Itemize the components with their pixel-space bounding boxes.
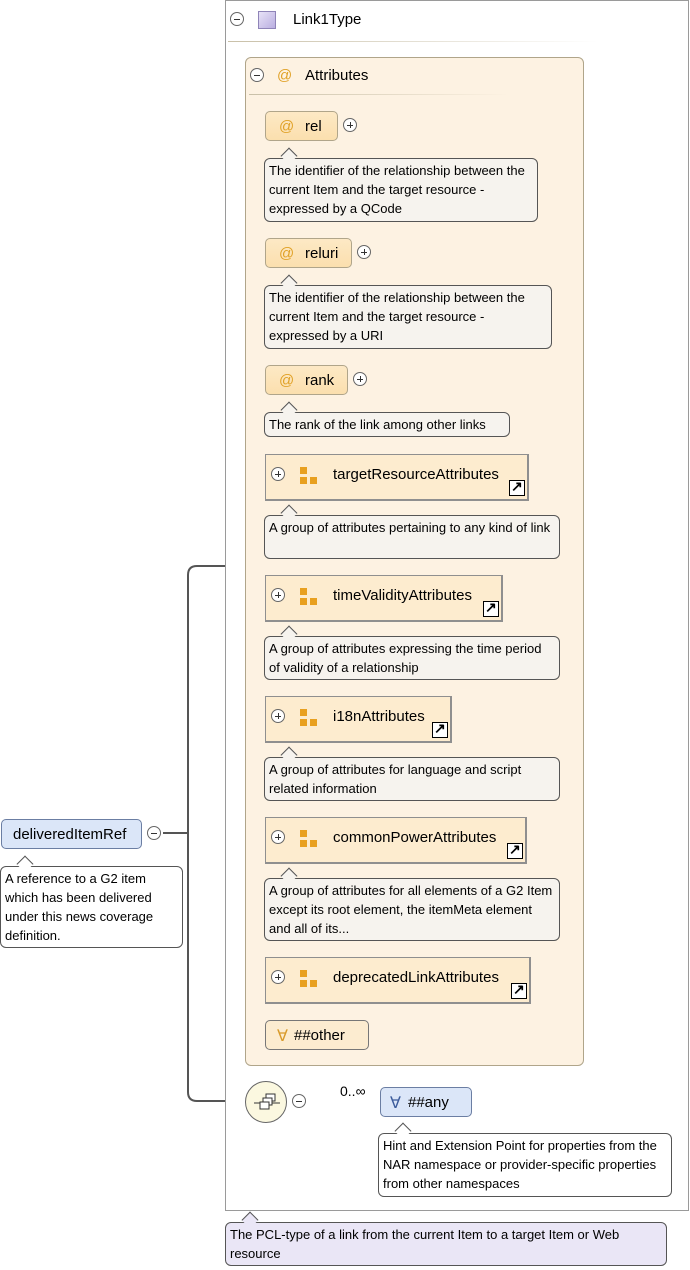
type-divider [228,41,598,42]
deliveredItemRef-element[interactable] [1,819,142,849]
type-name: Link1Type [293,11,362,28]
timeValidityAttributes-annotation: A group of attributes expressing the time period of validity of a relationship [264,636,560,680]
expand-group-button[interactable] [271,830,285,844]
complex-type-icon [258,11,276,29]
group-name: deprecatedLinkAttributes [333,969,499,986]
rank-annotation: The rank of the link among other links [264,412,510,437]
attributes-divider [249,94,509,95]
wildcard-name: ##any [408,1094,449,1111]
collapse-type-button[interactable] [230,12,244,26]
group-timeValidityAttributes[interactable] [265,575,503,622]
group-deprecatedLinkAttributes[interactable] [265,957,531,1004]
expand-rank-button[interactable] [353,372,367,386]
group-name: commonPowerAttributes [333,829,497,846]
wildcard-icon: ∀ [390,1095,401,1112]
i18nAttributes-annotation: A group of attributes for language and script related information [264,757,560,801]
attributes-title: Attributes [305,67,369,84]
attribute-symbol-icon: @ [279,372,295,389]
attribute-symbol-icon: @ [277,67,293,84]
element-name: deliveredItemRef [13,826,127,843]
other-attribute-wildcard[interactable] [265,1020,369,1050]
expand-group-button[interactable] [271,588,285,602]
attribute-rank[interactable] [265,365,348,395]
expand-group-button[interactable] [271,467,285,481]
attribute-group-icon [300,709,318,727]
attribute-symbol-icon: @ [279,245,295,262]
type-annotation: The PCL-type of a link from the current Item to a target Item or Web resource [225,1222,667,1266]
reference-link-icon[interactable] [511,983,527,999]
expand-group-button[interactable] [271,970,285,984]
expand-reluri-button[interactable] [357,245,371,259]
deliveredItemRef-annotation: A reference to a G2 item which has been delivered under this news coverage definition. [0,866,183,948]
sequence-compositor[interactable] [245,1081,287,1123]
reference-link-icon[interactable] [509,480,525,496]
wildcard-name: ##other [294,1027,345,1044]
group-commonPowerAttributes[interactable] [265,817,527,864]
attribute-name: reluri [305,245,339,262]
sequence-icon [254,1092,280,1114]
attribute-group-icon [300,467,318,485]
attribute-symbol-icon: @ [279,118,295,135]
reluri-annotation: The identifier of the relationship between the current Item and the target resource - expressed by a URI [264,285,552,349]
attribute-group-icon [300,830,318,848]
any-occurrence: 0..∞ [340,1083,366,1099]
attribute-group-icon [300,588,318,606]
collapse-element-button[interactable] [147,826,161,840]
collapse-sequence-button[interactable] [292,1094,306,1108]
group-targetResourceAttributes[interactable] [265,454,529,501]
reference-link-icon[interactable] [483,601,499,617]
expand-rel-button[interactable] [343,118,357,132]
collapse-attributes-button[interactable] [250,68,264,82]
targetResourceAttributes-annotation: A group of attributes pertaining to any kind of link [264,515,560,559]
attribute-rel[interactable] [265,111,338,141]
group-name: targetResourceAttributes [333,466,499,483]
reference-link-icon[interactable] [507,843,523,859]
reference-link-icon[interactable] [432,722,448,738]
any-element-wildcard[interactable] [380,1087,472,1117]
group-i18nAttributes[interactable] [265,696,452,743]
expand-group-button[interactable] [271,709,285,723]
attribute-name: rank [305,372,335,389]
any-annotation: Hint and Extension Point for properties from the NAR namespace or provider-specific properties from other namespaces [378,1133,672,1197]
commonPowerAttributes-annotation: A group of attributes for all elements of a G2 Item except its root element, the itemMeta element and all of its... [264,878,560,941]
rel-annotation: The identifier of the relationship between the current Item and the target resource - expressed by a QCode [264,158,538,222]
group-name: timeValidityAttributes [333,587,472,604]
attribute-reluri[interactable] [265,238,352,268]
attribute-group-icon [300,970,318,988]
attribute-name: rel [305,118,322,135]
group-name: i18nAttributes [333,708,425,725]
wildcard-icon: ∀ [277,1028,288,1045]
